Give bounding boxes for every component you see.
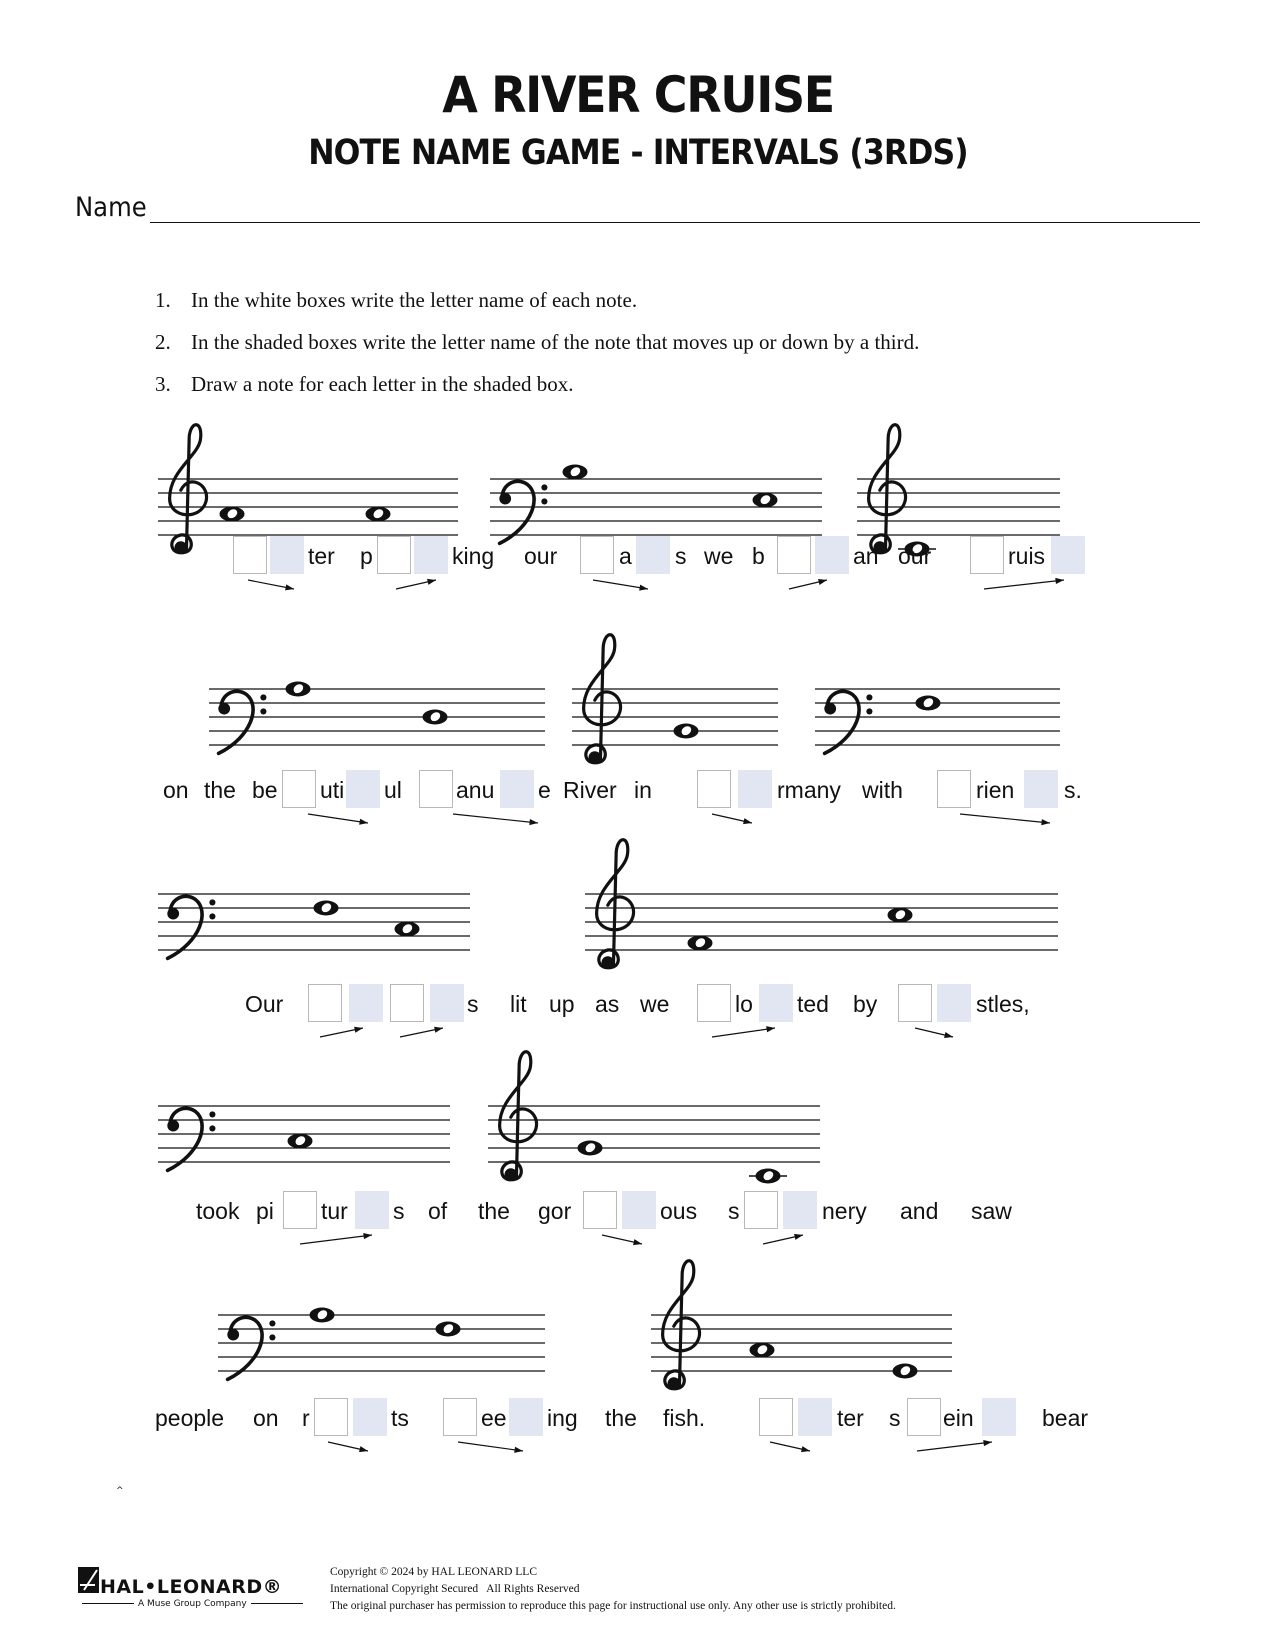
arrow-up-icon [300, 1235, 372, 1244]
treble-clef-dot [602, 956, 615, 969]
treble-clef-icon [597, 840, 634, 968]
lyric-word: ted [797, 991, 829, 1017]
treble-clef-icon [663, 1261, 700, 1389]
lyric-word: as [595, 991, 620, 1017]
bass-clef-dot [209, 899, 215, 905]
note-name-box[interactable] [907, 1398, 941, 1436]
lyric-word: s [728, 1198, 740, 1224]
bass-clef-icon [825, 691, 859, 753]
treble-clef-icon [584, 635, 621, 763]
lyric-line-1 [0, 536, 1276, 576]
lyric-word: s [675, 543, 687, 569]
arrowhead-icon [529, 819, 538, 825]
bass-clef-dot [866, 694, 872, 700]
treble-clef-icon [869, 425, 906, 553]
copyright-line: International Copyright Secured All Rights Reserved [330, 1583, 580, 1595]
lyric-word: on [253, 1405, 279, 1431]
third-name-box[interactable] [346, 770, 380, 808]
stray-mark: ^ [116, 1486, 124, 1496]
note-name-box[interactable] [390, 984, 424, 1022]
third-name-box[interactable] [355, 1191, 389, 1229]
bass-clef-icon [168, 1108, 202, 1170]
third-name-box[interactable] [353, 1398, 387, 1436]
third-name-box[interactable] [783, 1191, 817, 1229]
arrow-down-icon [453, 814, 538, 823]
lyric-word: took [196, 1198, 240, 1224]
bass-clef-dot [209, 1125, 215, 1131]
third-name-box[interactable] [636, 536, 670, 574]
instruction-text: In the shaded boxes write the letter name of the note that moves up or down by a third. [191, 330, 920, 354]
note-name-box[interactable] [580, 536, 614, 574]
arrowhead-icon [766, 1026, 775, 1032]
arrowhead-icon [944, 1032, 953, 1038]
bass-clef-head [218, 703, 230, 715]
bass-clef-dot [260, 708, 266, 714]
lyric-word: lit [510, 991, 527, 1017]
treble-clef-dot [668, 1377, 681, 1390]
arrow-down-icon [960, 814, 1050, 823]
note-name-box[interactable] [443, 1398, 477, 1436]
arrowhead-icon [354, 1027, 363, 1033]
worksheet-subtitle: NOTE NAME GAME - INTERVALS (3RDS) [308, 133, 968, 173]
note-name-box[interactable] [759, 1398, 793, 1436]
worksheet-title: A RIVER CRUISE [442, 66, 834, 124]
arrowhead-icon [285, 584, 294, 590]
lyric-word: p [360, 543, 373, 569]
third-name-box[interactable] [937, 984, 971, 1022]
lyric-word: rien [976, 777, 1015, 803]
third-name-box[interactable] [509, 1398, 543, 1436]
treble-clef-icon [170, 425, 207, 553]
lyric-word: with [862, 777, 903, 803]
instruction-text: In the white boxes write the letter name of each note. [191, 288, 638, 312]
lyric-word: ul [384, 777, 402, 803]
lyric-word: our [524, 543, 558, 569]
arrow-up-icon [917, 1442, 992, 1451]
note-name-box[interactable] [308, 984, 342, 1022]
lyric-word: by [853, 991, 878, 1017]
lyric-word: s [889, 1405, 901, 1431]
lyric-word: gor [538, 1198, 572, 1224]
lyric-word: fish. [663, 1405, 706, 1431]
logo-subtitle: A Muse Group Company [78, 1599, 304, 1609]
third-name-box[interactable] [500, 770, 534, 808]
lyric-word: people [155, 1405, 225, 1431]
note-name-box[interactable] [282, 770, 316, 808]
lyric-word: ruis [1008, 543, 1046, 569]
third-name-box[interactable] [815, 536, 849, 574]
lyric-word: s [467, 991, 479, 1017]
note-name-box[interactable] [419, 770, 453, 808]
bass-clef-head [167, 1120, 179, 1132]
lyric-word: an [853, 543, 879, 569]
arrowhead-icon [983, 1440, 992, 1446]
bass-clef-icon [219, 691, 253, 753]
treble-clef-dot [589, 751, 602, 764]
name-label: Name [75, 192, 147, 223]
lyric-word: Our [245, 991, 284, 1017]
lyric-word: uti [320, 777, 345, 803]
note-name-box[interactable] [314, 1398, 348, 1436]
treble-clef-dot [505, 1168, 518, 1181]
lyric-word: tur [321, 1198, 348, 1224]
arrowhead-icon [359, 819, 368, 825]
copyright-line: Copyright © 2024 by HAL LEONARD LLC [330, 1566, 537, 1578]
lyric-word: ein [943, 1405, 974, 1431]
third-name-box[interactable] [738, 770, 772, 808]
third-name-box[interactable] [1051, 536, 1085, 574]
arrowhead-icon [639, 585, 648, 591]
third-name-box[interactable] [270, 536, 304, 574]
arrow-down-icon [458, 1442, 523, 1451]
note-name-box[interactable] [283, 1191, 317, 1229]
lyric-word: on [163, 777, 189, 803]
third-name-box[interactable] [759, 984, 793, 1022]
lyric-word: a [619, 543, 632, 569]
lyric-line-2 [0, 770, 1276, 810]
bass-clef-icon [500, 481, 534, 543]
lyric-word: ee [481, 1405, 507, 1431]
copyright-line: The original purchaser has permission to reproduce this page for instructional use only. Any other use is strictly prohibited. [330, 1600, 896, 1612]
lyric-word: nery [822, 1198, 867, 1224]
instruction-number: 1. [155, 288, 171, 312]
lyric-word: anu [456, 777, 495, 803]
arrowhead-icon [434, 1027, 443, 1033]
lyric-word: rmany [777, 777, 841, 803]
bass-clef-head [824, 703, 836, 715]
lyric-word: e [538, 777, 551, 803]
bass-clef-dot [541, 498, 547, 504]
lyric-word: we [704, 543, 734, 569]
lyric-word: and [900, 1198, 939, 1224]
note-name-box[interactable] [937, 770, 971, 808]
bass-clef-dot [269, 1334, 275, 1340]
lyric-word: s [393, 1198, 405, 1224]
hal-leonard-logo-text: HAL•LEONARD® [100, 1576, 283, 1598]
lyric-word: we [640, 991, 670, 1017]
bass-clef-icon [168, 896, 202, 958]
arrowhead-icon [818, 579, 827, 585]
lyric-word: the [478, 1198, 510, 1224]
lyric-word: b [752, 543, 765, 569]
bass-clef-head [167, 908, 179, 920]
third-name-box[interactable] [1024, 770, 1058, 808]
lyric-word: pi [256, 1198, 274, 1224]
lyric-line-5 [0, 1398, 1276, 1438]
bass-clef-dot [269, 1320, 275, 1326]
arrow-down-icon [308, 814, 368, 823]
bass-clef-icon [228, 1317, 262, 1379]
bass-clef-head [227, 1329, 239, 1341]
lyric-word: stles, [976, 991, 1030, 1017]
lyric-word: the [204, 777, 236, 803]
lyric-word: lo [735, 991, 753, 1017]
note-name-box[interactable] [898, 984, 932, 1022]
note-name-box[interactable] [697, 770, 731, 808]
bass-clef-head [499, 493, 511, 505]
bass-clef-dot [541, 484, 547, 490]
third-name-box[interactable] [349, 984, 383, 1022]
instruction-number: 3. [155, 372, 171, 396]
lyric-word: r [302, 1405, 310, 1431]
lyric-word: be [252, 777, 278, 803]
lyric-word: of [428, 1198, 448, 1224]
lyric-word: bear [1042, 1405, 1089, 1431]
third-name-box[interactable] [622, 1191, 656, 1229]
lyric-word: ing [547, 1405, 578, 1431]
lyric-word: River [563, 777, 617, 803]
lyric-word: ous [660, 1198, 698, 1224]
bass-clef-dot [209, 1111, 215, 1117]
lyric-line-3 [0, 984, 1276, 1024]
lyric-word: s. [1064, 777, 1082, 803]
bass-clef-dot [209, 913, 215, 919]
third-name-box[interactable] [430, 984, 464, 1022]
note-name-box[interactable] [697, 984, 731, 1022]
arrow-up-icon [984, 580, 1064, 589]
note-name-box[interactable] [583, 1191, 617, 1229]
arrowhead-icon [514, 1447, 523, 1453]
lyric-word: our [898, 543, 932, 569]
note-name-box[interactable] [377, 536, 411, 574]
third-name-box[interactable] [798, 1398, 832, 1436]
instruction-text: Draw a note for each letter in the shaded box. [191, 372, 574, 396]
lyric-line-4 [0, 1191, 1276, 1231]
lyric-word: ts [391, 1405, 409, 1431]
arrowhead-icon [363, 1233, 372, 1239]
third-name-box[interactable] [982, 1398, 1016, 1436]
instruction-number: 2. [155, 330, 171, 354]
lyric-word: up [549, 991, 575, 1017]
arrowhead-icon [1055, 578, 1064, 584]
lyric-word: king [452, 543, 495, 569]
lyric-word: saw [971, 1198, 1012, 1224]
treble-clef-icon [500, 1052, 537, 1180]
third-name-box[interactable] [414, 536, 448, 574]
arrowhead-icon [1041, 819, 1050, 825]
lyric-word: ter [308, 543, 335, 569]
lyric-word: ter [837, 1405, 864, 1431]
lyric-word: in [634, 777, 652, 803]
bass-clef-dot [260, 694, 266, 700]
note-name-box[interactable] [970, 536, 1004, 574]
bass-clef-dot [866, 708, 872, 714]
lyric-word: the [605, 1405, 637, 1431]
note-name-box[interactable] [777, 536, 811, 574]
note-name-box[interactable] [233, 536, 267, 574]
note-name-box[interactable] [744, 1191, 778, 1229]
arrow-up-icon [712, 1028, 775, 1037]
